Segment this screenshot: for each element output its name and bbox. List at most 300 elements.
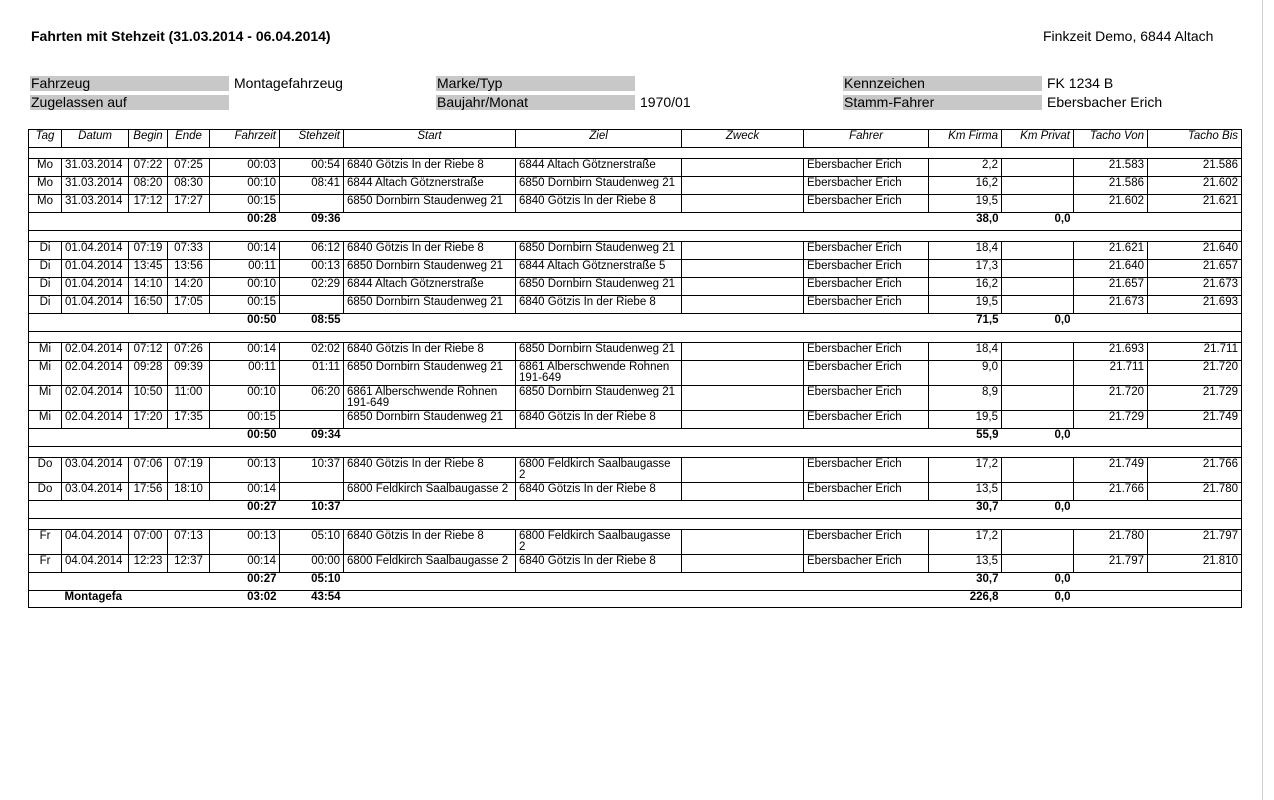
subtotal-empty — [1074, 429, 1242, 447]
cell-tacho-von: 21.749 — [1074, 458, 1148, 483]
cell-datum: 03.04.2014 — [62, 483, 129, 501]
cell-datum: 31.03.2014 — [62, 177, 129, 195]
kennzeichen-value: FK 1234 B — [1047, 75, 1114, 91]
cell-zweck — [682, 296, 804, 314]
subtotal-row — [29, 429, 1242, 447]
baujahr-value: 1970/01 — [640, 94, 691, 110]
cell-km-firma: 17,2 — [929, 458, 1002, 483]
cell-km-firma: 19,5 — [929, 296, 1002, 314]
cell-tacho-von: 21.640 — [1074, 260, 1148, 278]
cell-tacho-von: 21.586 — [1074, 177, 1148, 195]
cell-fahrzeit: 00:14 — [210, 483, 280, 501]
cell-ende: 07:25 — [168, 159, 210, 177]
cell-zweck — [682, 278, 804, 296]
cell-zweck — [682, 159, 804, 177]
cell-stehzeit: 00:54 — [280, 159, 344, 177]
table-row — [29, 530, 1242, 555]
cell-begin: 07:12 — [129, 343, 168, 361]
cell-ziel: 6840 Götzis In der Riebe 8 — [516, 555, 682, 573]
cell-zweck — [682, 177, 804, 195]
cell-fahrzeit: 00:03 — [210, 159, 280, 177]
spacer-cell — [29, 447, 1242, 458]
company-name: Finkzeit Demo, 6844 Altach — [1043, 28, 1214, 44]
cell-begin: 07:22 — [129, 159, 168, 177]
col-header-tacho-von: Tacho Von — [1074, 130, 1148, 148]
subtotal-row — [29, 314, 1242, 332]
col-header-tag: Tag — [29, 130, 62, 148]
cell-ziel: 6850 Dornbirn Staudenweg 21 — [516, 177, 682, 195]
cell-begin: 07:19 — [129, 242, 168, 260]
cell-km-privat — [1002, 386, 1074, 411]
cell-fahrzeit: 00:15 — [210, 296, 280, 314]
cell-tacho-bis: 21.780 — [1148, 483, 1242, 501]
grand-total-label: Montagefa — [64, 591, 122, 603]
subtotal-empty — [344, 213, 929, 231]
cell-tacho-bis: 21.720 — [1148, 361, 1242, 386]
cell-datum: 01.04.2014 — [62, 296, 129, 314]
cell-tag: Di — [29, 242, 62, 260]
cell-km-privat — [1002, 411, 1074, 429]
cell-tacho-von: 21.602 — [1074, 195, 1148, 213]
subtotal-km-privat: 0,0 — [1002, 501, 1074, 519]
stammfahrer-label: Stamm-Fahrer — [843, 95, 1042, 110]
table-row — [29, 159, 1242, 177]
cell-ziel: 6800 Feldkirch Saalbaugasse 2 — [516, 530, 682, 555]
spacer-row — [29, 519, 1242, 530]
cell-stehzeit: 05:10 — [280, 530, 344, 555]
cell-start: 6800 Feldkirch Saalbaugasse 2 — [344, 555, 516, 573]
subtotal-empty — [344, 573, 929, 591]
cell-zweck — [682, 242, 804, 260]
cell-ziel: 6840 Götzis In der Riebe 8 — [516, 296, 682, 314]
cell-tag: Fr — [29, 530, 62, 555]
cell-fahrer: Ebersbacher Erich — [804, 361, 929, 386]
grand-total-empty — [29, 591, 62, 608]
cell-tag: Mo — [29, 159, 62, 177]
cell-km-privat — [1002, 343, 1074, 361]
subtotal-empty — [1074, 501, 1242, 519]
cell-tag: Mi — [29, 343, 62, 361]
cell-tag: Do — [29, 483, 62, 501]
cell-datum: 01.04.2014 — [62, 260, 129, 278]
cell-fahrer: Ebersbacher Erich — [804, 530, 929, 555]
cell-stehzeit: 00:13 — [280, 260, 344, 278]
subtotal-km-privat: 0,0 — [1002, 573, 1074, 591]
cell-km-privat — [1002, 555, 1074, 573]
cell-ziel: 6840 Götzis In der Riebe 8 — [516, 483, 682, 501]
subtotal-fahrzeit: 00:27 — [210, 573, 280, 591]
cell-km-firma: 13,5 — [929, 555, 1002, 573]
cell-zweck — [682, 260, 804, 278]
subtotal-fahrzeit: 00:50 — [210, 314, 280, 332]
cell-stehzeit: 10:37 — [280, 458, 344, 483]
cell-fahrzeit: 00:10 — [210, 386, 280, 411]
cell-datum: 02.04.2014 — [62, 386, 129, 411]
cell-ende: 08:30 — [168, 177, 210, 195]
cell-ende: 17:27 — [168, 195, 210, 213]
cell-km-privat — [1002, 195, 1074, 213]
cell-stehzeit: 02:29 — [280, 278, 344, 296]
subtotal-stehzeit: 05:10 — [280, 573, 344, 591]
cell-km-privat — [1002, 260, 1074, 278]
cell-start: 6850 Dornbirn Staudenweg 21 — [344, 411, 516, 429]
page-edge — [1262, 0, 1274, 800]
cell-tag: Mo — [29, 195, 62, 213]
cell-fahrer: Ebersbacher Erich — [804, 458, 929, 483]
cell-tacho-bis: 21.657 — [1148, 260, 1242, 278]
grand-total-empty — [344, 591, 929, 608]
table-body — [29, 148, 1242, 608]
cell-ende: 12:37 — [168, 555, 210, 573]
subtotal-km-firma: 30,7 — [929, 501, 1002, 519]
cell-tag: Di — [29, 260, 62, 278]
cell-start: 6844 Altach Götznerstraße — [344, 177, 516, 195]
col-header-km-firma: Km Firma — [929, 130, 1002, 148]
cell-start: 6840 Götzis In der Riebe 8 — [344, 159, 516, 177]
cell-stehzeit — [280, 195, 344, 213]
table-row — [29, 242, 1242, 260]
cell-km-privat — [1002, 483, 1074, 501]
col-header-tacho-bis: Tacho Bis — [1148, 130, 1242, 148]
subtotal-empty — [1074, 573, 1242, 591]
cell-begin: 07:06 — [129, 458, 168, 483]
table-row — [29, 555, 1242, 573]
cell-tacho-bis: 21.586 — [1148, 159, 1242, 177]
cell-begin: 17:56 — [129, 483, 168, 501]
cell-tacho-bis: 21.673 — [1148, 278, 1242, 296]
table-header-row — [29, 130, 1242, 148]
stammfahrer-value: Ebersbacher Erich — [1047, 94, 1163, 110]
table-row — [29, 361, 1242, 386]
cell-fahrer: Ebersbacher Erich — [804, 278, 929, 296]
cell-tag: Mi — [29, 361, 62, 386]
table-row — [29, 296, 1242, 314]
cell-fahrer: Ebersbacher Erich — [804, 159, 929, 177]
cell-datum: 04.04.2014 — [62, 530, 129, 555]
cell-datum: 01.04.2014 — [62, 278, 129, 296]
subtotal-stehzeit: 08:55 — [280, 314, 344, 332]
col-header-begin: Begin — [129, 130, 168, 148]
cell-ziel: 6850 Dornbirn Staudenweg 21 — [516, 386, 682, 411]
cell-km-firma: 18,4 — [929, 242, 1002, 260]
cell-fahrer: Ebersbacher Erich — [804, 483, 929, 501]
spacer-cell — [29, 332, 1242, 343]
cell-tacho-bis: 21.797 — [1148, 530, 1242, 555]
cell-tacho-von: 21.657 — [1074, 278, 1148, 296]
grand-total-empty — [1074, 591, 1242, 608]
cell-ende: 07:19 — [168, 458, 210, 483]
cell-tag: Di — [29, 296, 62, 314]
cell-fahrzeit: 00:11 — [210, 260, 280, 278]
cell-km-firma: 17,2 — [929, 530, 1002, 555]
subtotal-empty — [29, 573, 210, 591]
cell-datum: 04.04.2014 — [62, 555, 129, 573]
cell-begin: 12:23 — [129, 555, 168, 573]
cell-km-firma: 16,2 — [929, 278, 1002, 296]
cell-fahrzeit: 00:15 — [210, 411, 280, 429]
subtotal-row — [29, 501, 1242, 519]
fahrzeug-label: Fahrzeug — [30, 76, 229, 91]
trips-table — [28, 129, 1242, 608]
cell-stehzeit: 06:20 — [280, 386, 344, 411]
cell-fahrer: Ebersbacher Erich — [804, 260, 929, 278]
cell-tacho-von: 21.711 — [1074, 361, 1148, 386]
cell-tacho-bis: 21.602 — [1148, 177, 1242, 195]
cell-km-firma: 19,5 — [929, 195, 1002, 213]
report-title: Fahrten mit Stehzeit (31.03.2014 - 06.04.2014) — [31, 28, 331, 44]
cell-km-firma: 9,0 — [929, 361, 1002, 386]
cell-ziel: 6840 Götzis In der Riebe 8 — [516, 411, 682, 429]
cell-stehzeit: 08:41 — [280, 177, 344, 195]
kennzeichen-label: Kennzeichen — [843, 76, 1042, 91]
subtotal-empty — [344, 429, 929, 447]
zugelassen-label: Zugelassen auf — [30, 95, 229, 110]
cell-ende: 14:20 — [168, 278, 210, 296]
cell-km-privat — [1002, 361, 1074, 386]
cell-begin: 17:20 — [129, 411, 168, 429]
cell-stehzeit — [280, 483, 344, 501]
col-header-ziel: Ziel — [516, 130, 682, 148]
subtotal-empty — [344, 314, 929, 332]
cell-ende: 17:05 — [168, 296, 210, 314]
cell-tacho-bis: 21.693 — [1148, 296, 1242, 314]
cell-tag: Mo — [29, 177, 62, 195]
cell-ziel: 6844 Altach Götznerstraße — [516, 159, 682, 177]
col-header-stehzeit: Stehzeit — [280, 130, 344, 148]
cell-zweck — [682, 195, 804, 213]
spacer-row — [29, 148, 1242, 159]
grand-total-km-privat: 0,0 — [1054, 591, 1071, 603]
subtotal-km-firma: 38,0 — [929, 213, 1002, 231]
cell-tacho-von: 21.720 — [1074, 386, 1148, 411]
cell-begin: 10:50 — [129, 386, 168, 411]
cell-ziel: 6861 Alberschwende Rohnen 191-649 — [516, 361, 682, 386]
cell-ende: 11:00 — [168, 386, 210, 411]
cell-fahrzeit: 00:10 — [210, 278, 280, 296]
cell-tag: Di — [29, 278, 62, 296]
cell-tacho-von: 21.693 — [1074, 343, 1148, 361]
cell-tacho-von: 21.621 — [1074, 242, 1148, 260]
subtotal-km-firma: 71,5 — [929, 314, 1002, 332]
table-row — [29, 260, 1242, 278]
cell-zweck — [682, 530, 804, 555]
table-row — [29, 343, 1242, 361]
cell-km-firma: 16,2 — [929, 177, 1002, 195]
cell-start: 6800 Feldkirch Saalbaugasse 2 — [344, 483, 516, 501]
cell-start: 6840 Götzis In der Riebe 8 — [344, 530, 516, 555]
cell-km-firma: 8,9 — [929, 386, 1002, 411]
cell-ziel: 6844 Altach Götznerstraße 5 — [516, 260, 682, 278]
subtotal-fahrzeit: 00:50 — [210, 429, 280, 447]
cell-fahrer: Ebersbacher Erich — [804, 411, 929, 429]
table-row — [29, 483, 1242, 501]
subtotal-empty — [344, 501, 929, 519]
cell-ende: 07:13 — [168, 530, 210, 555]
marke-label: Marke/Typ — [436, 76, 635, 91]
subtotal-empty — [1074, 314, 1242, 332]
cell-km-firma: 13,5 — [929, 483, 1002, 501]
cell-fahrer: Ebersbacher Erich — [804, 195, 929, 213]
cell-tacho-von: 21.673 — [1074, 296, 1148, 314]
col-header-fahrer: Fahrer — [804, 130, 929, 148]
cell-ziel: 6840 Götzis In der Riebe 8 — [516, 195, 682, 213]
cell-start: 6840 Götzis In der Riebe 8 — [344, 458, 516, 483]
cell-tacho-bis: 21.621 — [1148, 195, 1242, 213]
cell-fahrzeit: 00:10 — [210, 177, 280, 195]
baujahr-label: Baujahr/Monat — [436, 95, 635, 110]
table-row — [29, 411, 1242, 429]
cell-fahrer: Ebersbacher Erich — [804, 296, 929, 314]
table-row — [29, 177, 1242, 195]
cell-begin: 08:20 — [129, 177, 168, 195]
cell-start: 6840 Götzis In der Riebe 8 — [344, 343, 516, 361]
cell-km-privat — [1002, 278, 1074, 296]
cell-stehzeit — [280, 296, 344, 314]
cell-stehzeit: 02:02 — [280, 343, 344, 361]
grand-total-row — [29, 591, 1242, 608]
cell-ziel: 6850 Dornbirn Staudenweg 21 — [516, 278, 682, 296]
subtotal-km-privat: 0,0 — [1002, 213, 1074, 231]
cell-tacho-von: 21.780 — [1074, 530, 1148, 555]
cell-fahrzeit: 00:14 — [210, 242, 280, 260]
table-row — [29, 278, 1242, 296]
cell-tacho-bis: 21.640 — [1148, 242, 1242, 260]
cell-tag: Do — [29, 458, 62, 483]
cell-fahrer: Ebersbacher Erich — [804, 343, 929, 361]
cell-tag: Mi — [29, 386, 62, 411]
cell-km-privat — [1002, 242, 1074, 260]
spacer-cell — [29, 519, 1242, 530]
cell-start: 6861 Alberschwende Rohnen 191-649 — [344, 386, 516, 411]
spacer-row — [29, 332, 1242, 343]
cell-fahrzeit: 00:14 — [210, 555, 280, 573]
cell-zweck — [682, 555, 804, 573]
cell-start: 6850 Dornbirn Staudenweg 21 — [344, 296, 516, 314]
cell-begin: 09:28 — [129, 361, 168, 386]
subtotal-fahrzeit: 00:27 — [210, 501, 280, 519]
spacer-cell — [29, 231, 1242, 242]
fahrzeug-value: Montagefahrzeug — [234, 75, 343, 91]
subtotal-stehzeit: 10:37 — [280, 501, 344, 519]
cell-tacho-bis: 21.711 — [1148, 343, 1242, 361]
subtotal-row — [29, 573, 1242, 591]
cell-zweck — [682, 411, 804, 429]
cell-fahrer: Ebersbacher Erich — [804, 242, 929, 260]
cell-start: 6850 Dornbirn Staudenweg 21 — [344, 361, 516, 386]
cell-fahrer: Ebersbacher Erich — [804, 177, 929, 195]
cell-ende: 17:35 — [168, 411, 210, 429]
subtotal-row — [29, 213, 1242, 231]
cell-begin: 16:50 — [129, 296, 168, 314]
subtotal-km-privat: 0,0 — [1002, 314, 1074, 332]
cell-begin: 14:10 — [129, 278, 168, 296]
subtotal-fahrzeit: 00:28 — [210, 213, 280, 231]
cell-tacho-bis: 21.766 — [1148, 458, 1242, 483]
subtotal-stehzeit: 09:36 — [280, 213, 344, 231]
cell-zweck — [682, 483, 804, 501]
cell-stehzeit: 01:11 — [280, 361, 344, 386]
subtotal-empty — [29, 213, 210, 231]
cell-zweck — [682, 343, 804, 361]
cell-start: 6840 Götzis In der Riebe 8 — [344, 242, 516, 260]
cell-zweck — [682, 386, 804, 411]
cell-fahrzeit: 00:15 — [210, 195, 280, 213]
cell-stehzeit — [280, 411, 344, 429]
cell-tacho-von: 21.729 — [1074, 411, 1148, 429]
cell-tacho-von: 21.766 — [1074, 483, 1148, 501]
col-header-zweck: Zweck — [682, 130, 804, 148]
cell-fahrzeit: 00:11 — [210, 361, 280, 386]
cell-datum: 02.04.2014 — [62, 411, 129, 429]
col-header-ende: Ende — [168, 130, 210, 148]
cell-start: 6850 Dornbirn Staudenweg 21 — [344, 195, 516, 213]
cell-ende: 07:26 — [168, 343, 210, 361]
cell-fahrer: Ebersbacher Erich — [804, 555, 929, 573]
cell-ende: 09:39 — [168, 361, 210, 386]
subtotal-km-firma: 55,9 — [929, 429, 1002, 447]
cell-ende: 18:10 — [168, 483, 210, 501]
cell-km-firma: 2,2 — [929, 159, 1002, 177]
cell-stehzeit: 06:12 — [280, 242, 344, 260]
subtotal-stehzeit: 09:34 — [280, 429, 344, 447]
table-row — [29, 386, 1242, 411]
subtotal-empty — [29, 429, 210, 447]
spacer-row — [29, 231, 1242, 242]
cell-km-privat — [1002, 177, 1074, 195]
col-header-start: Start — [344, 130, 516, 148]
cell-km-privat — [1002, 530, 1074, 555]
cell-tacho-von: 21.797 — [1074, 555, 1148, 573]
subtotal-km-privat: 0,0 — [1002, 429, 1074, 447]
cell-start: 6850 Dornbirn Staudenweg 21 — [344, 260, 516, 278]
cell-km-privat — [1002, 159, 1074, 177]
cell-datum: 31.03.2014 — [62, 195, 129, 213]
cell-begin: 13:45 — [129, 260, 168, 278]
cell-fahrzeit: 00:14 — [210, 343, 280, 361]
cell-datum: 03.04.2014 — [62, 458, 129, 483]
cell-fahrzeit: 00:13 — [210, 458, 280, 483]
spacer-cell — [29, 148, 1242, 159]
cell-km-privat — [1002, 296, 1074, 314]
grand-total-km-firma: 226,8 — [969, 591, 999, 603]
cell-zweck — [682, 361, 804, 386]
cell-begin: 07:00 — [129, 530, 168, 555]
subtotal-km-firma: 30,7 — [929, 573, 1002, 591]
cell-tacho-bis: 21.810 — [1148, 555, 1242, 573]
cell-ende: 07:33 — [168, 242, 210, 260]
cell-ziel: 6850 Dornbirn Staudenweg 21 — [516, 343, 682, 361]
cell-km-privat — [1002, 458, 1074, 483]
cell-datum: 02.04.2014 — [62, 343, 129, 361]
cell-ende: 13:56 — [168, 260, 210, 278]
cell-fahrer: Ebersbacher Erich — [804, 386, 929, 411]
subtotal-empty — [29, 501, 210, 519]
cell-km-firma: 18,4 — [929, 343, 1002, 361]
cell-datum: 31.03.2014 — [62, 159, 129, 177]
col-header-fahrzeit: Fahrzeit — [210, 130, 280, 148]
cell-tacho-von: 21.583 — [1074, 159, 1148, 177]
cell-datum: 02.04.2014 — [62, 361, 129, 386]
cell-fahrzeit: 00:13 — [210, 530, 280, 555]
cell-km-firma: 19,5 — [929, 411, 1002, 429]
subtotal-empty — [1074, 213, 1242, 231]
cell-datum: 01.04.2014 — [62, 242, 129, 260]
grand-total-fahrzeit: 03:02 — [247, 591, 277, 603]
cell-tacho-bis: 21.749 — [1148, 411, 1242, 429]
table-row — [29, 458, 1242, 483]
table-row — [29, 195, 1242, 213]
cell-tag: Mi — [29, 411, 62, 429]
